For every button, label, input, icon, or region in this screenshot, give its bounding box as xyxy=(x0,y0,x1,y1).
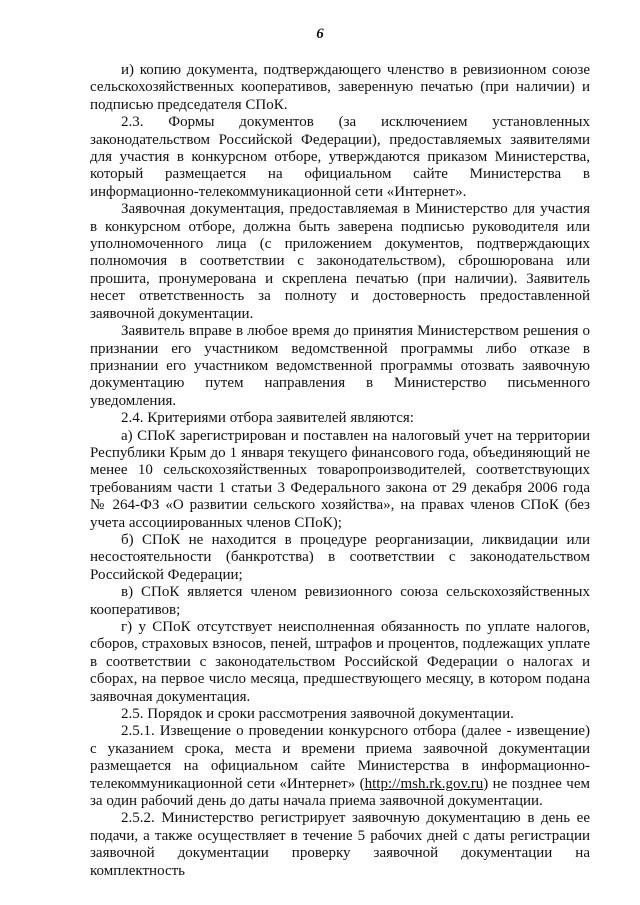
paragraph-2-5-1 xyxy=(90,723,590,810)
paragraph-2-3: 2.3. Формы документов (за исключением установленных законодательством Российской Федерации), предоставляемых заявителями для участия в конкурсном отборе, утверждаются приказом Министерства, который размещается на официальном сайте Министерства в информационно-телекоммуникационной сети «Интернет». xyxy=(90,114,590,200)
paragraph-membership-copy: и) копию документа, подтверждающего членство в ревизионном союзе сельскохозяйственных кооперативов, заверенную печатью (при наличии) и подписью председателя СПоК. xyxy=(90,62,590,113)
page-number: 6 xyxy=(316,26,324,42)
paragraph-criterion-g: г) у СПоК отсутствует неисполненная обязанность по уплате налогов, сборов, страховых взносов, пеней, штрафов и процентов, подлежащих уплате в соответствии с законодательством Российской Федерации о налогах и сборах, на первое число месяца, предшествующего месяцу, в котором подана заявочная документация. xyxy=(90,619,590,705)
ministry-website-link[interactable]: http://msh.rk.gov.ru xyxy=(364,775,484,792)
paragraph-2-5: 2.5. Порядок и сроки рассмотрения заявочной документации. xyxy=(121,706,514,723)
paragraph-application-docs: Заявочная документация, предоставляемая в Министерство для участия в конкурсном отборе, должна быть заверена подписью руководителя или уполномоченного лица (с приложением документов, подтверждающих полномочия в соответствии с законодательством), сброшюрована или прошита, пронумерована и скреплена печатью (при наличии). Заявитель несет ответственность за полноту и достоверность предоставленной заявочной документации. xyxy=(90,201,590,322)
paragraph-2-5-2: 2.5.2. Министерство регистрирует заявочную документацию в день ее подачи, а также осуществляет в течение 5 рабочих дней с даты регистрации заявочной документации проверку заявочной документации на комплектность xyxy=(90,810,590,879)
paragraph-criterion-a: а) СПоК зарегистрирован и поставлен на налоговый учет на территории Республики Крым до 1 января текущего финансового года, объединяющий не менее 10 сельскохозяйственных товаропроизводителей, соответствующих требованиям части 1 статьи 3 Федерального закона от 29 декабря 2006 года № 264-ФЗ «О развитии сельского хозяйства», на правах членов СПоК (без учета ассоциированных членов СПоК); xyxy=(90,427,590,531)
paragraph-criterion-b: б) СПоК не находится в процедуре реорганизации, ликвидации или несостоятельности (банкротства) в соответствии с законодательством Российской Федерации; xyxy=(90,531,590,583)
paragraph-2-5-1-text-before: 2.5.1. Извещение о проведении конкурсного отбора (далее - извещение) с указанием срока, места и времени приема заявочной документации размещается на официальном сайте Министерства в информационно-телекоммуникационной сети «Интернет» ( xyxy=(90,723,590,792)
paragraph-2-4: 2.4. Критериями отбора заявителей являются: xyxy=(121,410,414,427)
paragraph-2-5-1-text-after: ) не позднее чем за один рабочий день до даты начала приема заявочной документации. xyxy=(90,775,590,810)
paragraph-withdrawal: Заявитель вправе в любое время до принятия Министерством решения о признании его участником ведомственной программы либо отказе в признании его участником ведомственной программы отозвать заявочную документацию путем направления в Министерство письменного уведомления. xyxy=(90,323,590,409)
paragraph-criterion-v: в) СПоК является членом ревизионного союза сельскохозяйственных кооперативов; xyxy=(90,584,590,618)
document-body xyxy=(90,62,590,880)
